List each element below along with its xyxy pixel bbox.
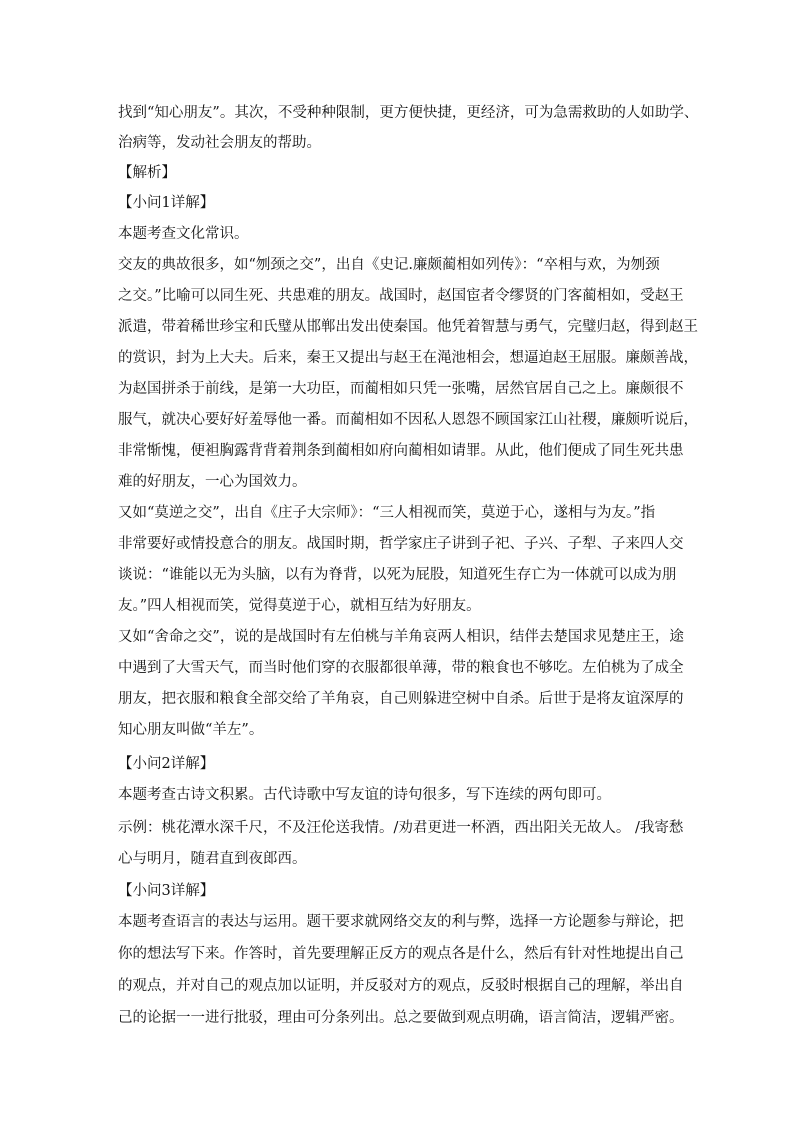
text-line: 交友的典故很多，如“刎颈之交”，出自《史记.廉颇蔺相如列传》：“卒相与欢，为刎颈	[118, 257, 660, 273]
text-line: 非常惭愧，便袒胸露背背着荆条到蔺相如府向蔺相如请罪。从此，他们便成了同生死共患	[118, 443, 684, 459]
text-line: 非常要好或情投意合的朋友。战国时期，哲学家庄子讲到子祀、子兴、子犁、子来四人交	[118, 536, 684, 552]
section-heading: 【小问1详解】	[118, 195, 215, 211]
text-line: 派遣，带着稀世珍宝和氏璧从邯郸出发出使秦国。他凭着智慧与勇气，完璧归赵，得到赵王	[118, 319, 698, 335]
text-line: 又如“舍命之交”，说的是战国时有左伯桃与羊角哀两人相识，结伴去楚国求见楚庄王，途	[118, 629, 684, 645]
text-line: 本题考查语言的表达与运用。题干要求就网络交友的利与弊，选择一方论题参与辩论，把	[118, 914, 684, 930]
text-line: 友。”四人相视而笑，觉得莫逆于心，就相互结为好朋友。	[118, 598, 481, 614]
text-line: 的赏识，封为上大夫。后来，秦王又提出与赵王在渑池相会，想逼迫赵王屈服。廉颇善战，	[118, 350, 698, 366]
text-line: 知心朋友叫做“羊左”。	[118, 722, 264, 738]
text-line: 服气，就决心要好好羞辱他一番。而蔺相如不因私人恩怨不顾国家江山社稷，廉颇听说后，	[118, 412, 698, 428]
text-line: 中遇到了大雪天气，而当时他们穿的衣服都很单薄，带的粮食也不够吃。左伯桃为了成全	[118, 660, 684, 676]
text-line: 谈说：“谁能以无为头脑，以有为脊背，以死为屁股，知道死生存亡为一体就可以成为朋	[118, 567, 677, 583]
text-line: 为赵国拼杀于前线，是第一大功臣，而蔺相如只凭一张嘴，居然官居自己之上。廉颇很不	[118, 381, 684, 397]
text-line: 找到“知心朋友”。其次，不受种种限制，更方便快捷，更经济，可为急需救助的人如助学、	[118, 105, 699, 121]
text-line: 又如“莫逆之交”，出自《庄子大宗师》：“三人相视而笑，莫逆于心，遂相与为友。”指	[118, 505, 656, 521]
text-line: 治病等，发动社会朋友的帮助。	[118, 135, 321, 151]
section-heading: 【小问2详解】	[118, 756, 215, 772]
text-line: 朋友，把衣服和粮食全部交给了羊角哀，自己则躲进空树中自杀。后世于是将友谊深厚的	[118, 691, 684, 707]
text-line: 己的论据一一进行批驳，理由可分条列出。总之要做到观点明确，语言简洁，逻辑严密。	[118, 1010, 684, 1026]
section-heading: 【解析】	[118, 165, 176, 181]
text-line: 心与明月，随君直到夜郎西。	[118, 851, 307, 867]
text-line: 本题考查古诗文积累。古代诗歌中写友谊的诗句很多，写下连续的两句即可。	[118, 787, 611, 803]
text-line: 难的好朋友，一心为国效力。	[118, 474, 307, 490]
text-line: 你的想法写下来。作答时，首先要理解正反方的观点各是什么，然后有针对性地提出自己	[118, 946, 684, 962]
text-line: 的观点，并对自己的观点加以证明，并反驳对方的观点，反驳时根据自己的理解，举出自	[118, 978, 684, 994]
text-line: 示例：桃花潭水深千尺，不及汪伦送我情。/劝君更进一杯酒，西出阳关无故人。 /我寄愁	[118, 820, 684, 836]
text-line: 本题考查文化常识。	[118, 226, 249, 242]
section-heading: 【小问3详解】	[118, 883, 215, 899]
text-line: 之交。”比喻可以同生死、共患难的朋友。战国时，赵国宦者令缪贤的门客蔺相如，受赵王	[118, 288, 684, 304]
